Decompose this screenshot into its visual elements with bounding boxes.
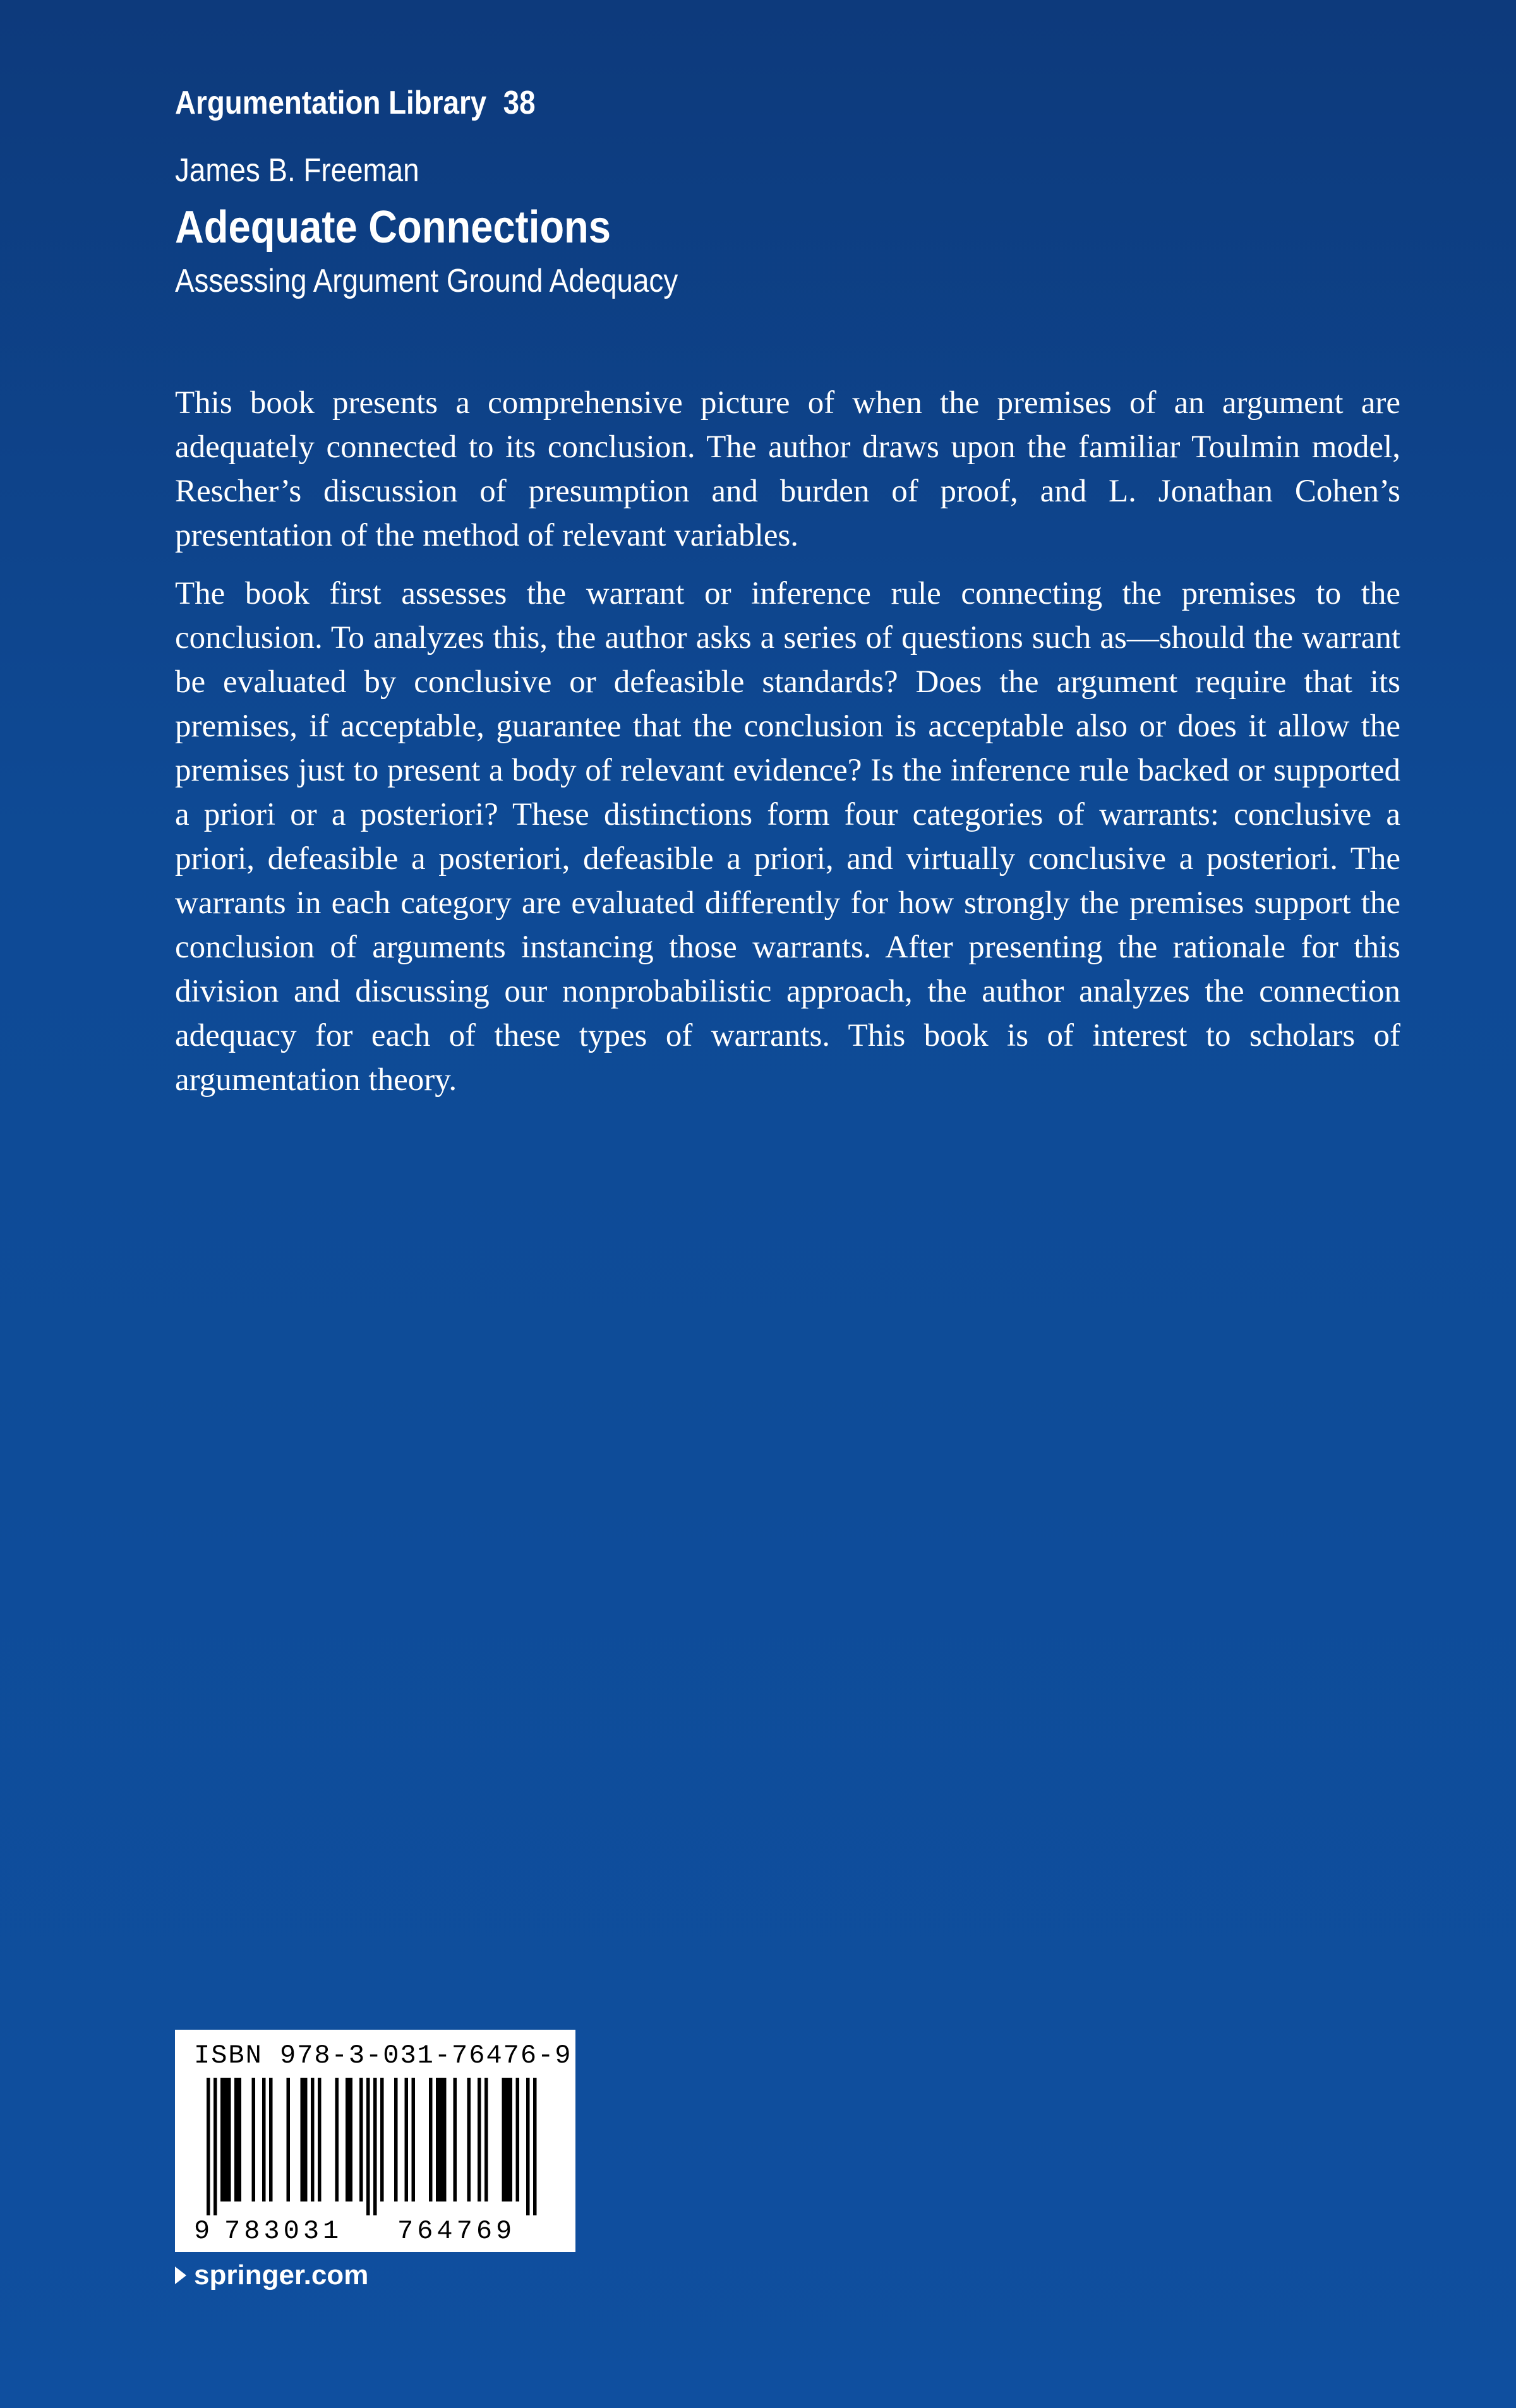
barcode-bar: [429, 2078, 433, 2201]
barcode-bar: [526, 2078, 530, 2215]
barcode-bar: [220, 2078, 224, 2201]
isbn-barcode: [175, 2030, 575, 2252]
barcode-bar: [214, 2078, 217, 2215]
barcode-bar: [436, 2078, 440, 2201]
barcode-bar: [224, 2078, 228, 2201]
barcode-bar: [349, 2078, 353, 2201]
ean-left-group: 783031: [224, 2216, 343, 2246]
barcode-bar: [311, 2078, 315, 2201]
publisher-link[interactable]: [175, 2256, 368, 2294]
barcode-bars: [194, 2078, 560, 2215]
barcode-bar: [287, 2078, 291, 2201]
blurb-text: [175, 381, 1400, 1102]
barcode-bar: [373, 2078, 377, 2215]
barcode-bar: [533, 2078, 537, 2215]
series-name: Argumentation Library: [175, 85, 487, 121]
barcode-bar: [252, 2078, 256, 2201]
book-title: Adequate Connections: [175, 202, 611, 253]
barcode-bar: [516, 2078, 520, 2201]
blurb-paragraph: This book presents a comprehensive picture of when the premises of an argument are adequately connected to its conclusion. The author draws upon the familiar Toulmin model, Rescher’s discussion of presumption and burden of proof, and L. Jonathan Cohen’s presentation of the method of relevant variables.: [175, 385, 1400, 553]
barcode-bar: [346, 2078, 349, 2201]
ean-digits: [194, 2215, 567, 2247]
barcode-bar: [366, 2078, 370, 2215]
barcode-bar: [335, 2078, 339, 2201]
barcode-bar: [234, 2078, 238, 2201]
barcode-bar: [467, 2078, 471, 2201]
publisher-url: springer.com: [194, 2260, 369, 2291]
barcode-bar: [269, 2078, 273, 2201]
barcode-bar: [380, 2078, 384, 2201]
barcode-bar: [318, 2078, 322, 2201]
barcode-bar: [394, 2078, 398, 2201]
barcode-bar: [207, 2078, 210, 2215]
barcode-bar: [227, 2078, 231, 2201]
barcode-bar: [238, 2078, 242, 2201]
series-line: [175, 81, 536, 125]
barcode-bar: [443, 2078, 447, 2201]
series-number: 38: [503, 85, 536, 121]
barcode-bar: [505, 2078, 509, 2201]
barcode-bar: [412, 2078, 416, 2201]
ean-first-digit: 9: [194, 2216, 210, 2246]
barcode-bar: [454, 2078, 457, 2201]
play-arrow-icon: [175, 2267, 186, 2284]
barcode-bar: [405, 2078, 409, 2201]
barcode-bar: [262, 2078, 266, 2201]
barcode-bar: [440, 2078, 443, 2201]
barcode-bar: [509, 2078, 513, 2201]
book-subtitle: Assessing Argument Ground Adequacy: [175, 263, 678, 299]
barcode-bar: [478, 2078, 481, 2201]
barcode-bar: [502, 2078, 506, 2201]
barcode-bar: [301, 2078, 304, 2201]
author-name: James B. Freeman: [175, 152, 419, 189]
ean-right-group: 764769: [397, 2216, 516, 2246]
barcode-bar: [304, 2078, 308, 2201]
barcode-bar: [359, 2078, 363, 2201]
isbn-label: ISBN 978-3-031-76476-9: [194, 2040, 572, 2071]
blurb-paragraph: The book first assesses the warrant or inference rule connecting the premises to the conclusion. To analyzes this, the author asks a series of questions such as—should the warrant be evaluated by conclusive or defeasible standards? Does the argument require that its premises, if acceptable, guarantee that the conclusion is acceptable also or does it allow the premises just to present a body of relevant evidence? Is the inference rule backed or supported a priori or a posteriori? These distinctions form four categories of warrants: conclusive a priori, defeasible a posteriori, defeasible a priori, and virtually conclusive a posteriori. The warrants in each category are evaluated differently for how strongly the premises support the conclusion of arguments instancing those warrants. After presenting the rationale for this division and discussing our nonprobabilistic approach, the author analyzes the connection adequacy for each of these types of warrants. This book is of interest to scholars of argumentation theory.: [175, 576, 1400, 1098]
barcode-bar: [484, 2078, 488, 2201]
